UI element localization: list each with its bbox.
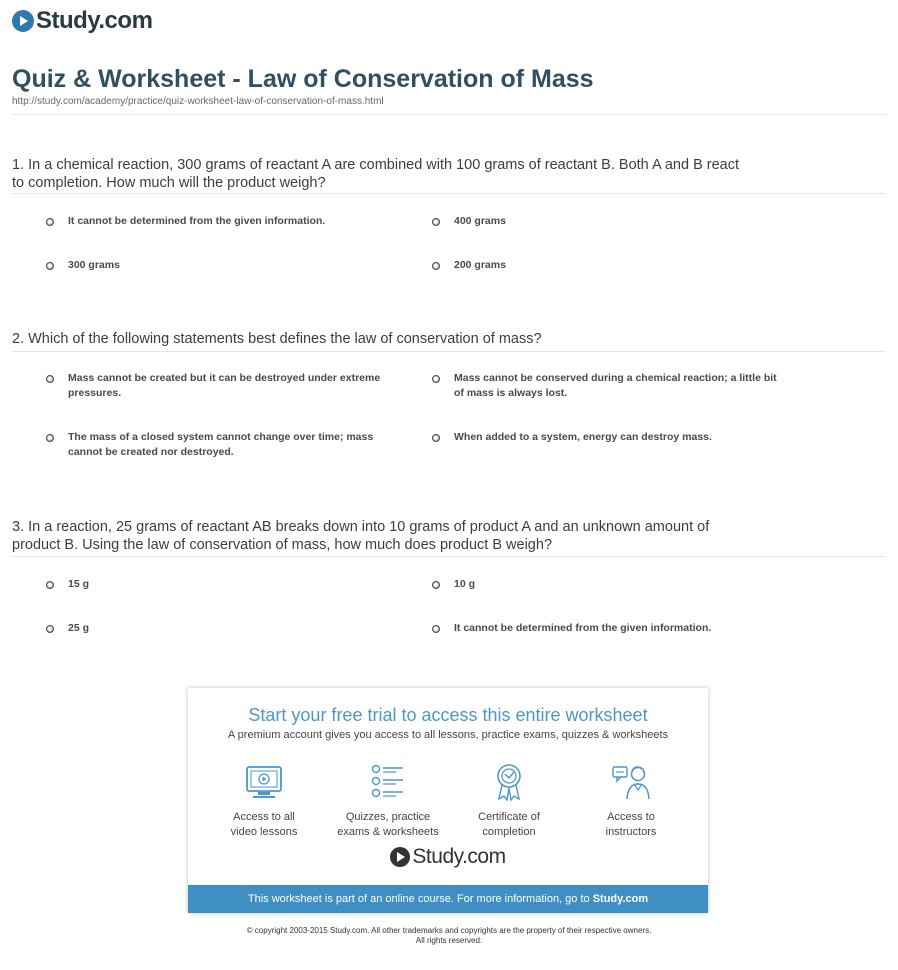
- play-logo-icon: [390, 847, 410, 867]
- feature-quizzes: [328, 762, 448, 840]
- promo-subtitle: A premium account gives you access to all lessons, practice exams, quizzes & worksheets: [227, 729, 669, 741]
- logo-text: Study.com: [36, 7, 153, 34]
- q1-option-b[interactable]: 400 grams: [432, 214, 789, 229]
- promo-info-bar: [188, 885, 708, 913]
- feature-label: Certificate of: [478, 811, 540, 823]
- radio-icon[interactable]: [432, 581, 440, 589]
- study-link[interactable]: Study.com: [592, 893, 649, 905]
- feature-instructors: [571, 762, 691, 840]
- promo-logo-text: Study.com: [412, 845, 506, 868]
- feature-label: video lessons: [230, 826, 298, 838]
- instructor-icon: [611, 762, 651, 802]
- q3-option-a[interactable]: 15 g: [46, 577, 403, 592]
- divider: [12, 193, 886, 194]
- question-3: 3. In a reaction, 25 grams of reactant AB breaks down into 10 grams of product A and an unknown amount of product B. Using the law of conservation of mass, how much does product B weigh?: [12, 519, 710, 553]
- radio-icon[interactable]: [46, 434, 54, 442]
- study-logo[interactable]: [12, 7, 152, 35]
- play-logo-icon: [12, 10, 34, 32]
- divider: [12, 351, 886, 352]
- question-1: 1. In a chemical reaction, 300 grams of reactant A are combined with 100 grams of reactant B. Both A and B react to completion. How much will the product weigh?: [12, 157, 740, 191]
- question-2: 2. Which of the following statements best defines the law of conservation of mass?: [12, 331, 542, 347]
- feature-label: Quizzes, practice: [345, 811, 431, 823]
- feature-label: instructors: [605, 826, 657, 838]
- promo-bar-text: This worksheet is part of an online course. For more information, go to: [247, 893, 593, 905]
- radio-icon[interactable]: [432, 625, 440, 633]
- video-lesson-icon: [244, 762, 284, 802]
- radio-icon[interactable]: [432, 218, 440, 226]
- copyright: [0, 926, 898, 946]
- checklist-icon: [368, 762, 408, 802]
- feature-label: Access to all: [233, 811, 295, 823]
- q3-option-b[interactable]: 10 g: [432, 577, 789, 592]
- q3-option-d[interactable]: It cannot be determined from the given information.: [432, 621, 789, 636]
- radio-icon[interactable]: [46, 375, 54, 383]
- q1-option-a[interactable]: It cannot be determined from the given information.: [46, 214, 403, 229]
- certificate-icon: [489, 762, 529, 802]
- page-title: Quiz & Worksheet - Law of Conservation of Mass: [12, 65, 594, 93]
- radio-icon[interactable]: [432, 434, 440, 442]
- q1-option-d[interactable]: 200 grams: [432, 258, 789, 273]
- radio-icon[interactable]: [432, 262, 440, 270]
- feature-certificate: [449, 762, 569, 840]
- feature-label: exams & worksheets: [337, 826, 439, 838]
- free-trial-promo: [188, 688, 708, 913]
- promo-study-logo[interactable]: [188, 845, 708, 869]
- radio-icon[interactable]: [46, 581, 54, 589]
- page-url[interactable]: http://study.com/academy/practice/quiz-worksheet-law-of-conservation-of-mass.html: [12, 96, 384, 107]
- copyright-line: All rights reserved.: [415, 936, 483, 945]
- divider: [12, 556, 886, 557]
- radio-icon[interactable]: [46, 625, 54, 633]
- q1-option-c[interactable]: 300 grams: [46, 258, 403, 273]
- q2-option-c[interactable]: The mass of a closed system cannot change over time; mass cannot be created nor destroyed.: [46, 430, 403, 460]
- feature-label: Access to: [607, 811, 655, 823]
- divider: [12, 114, 886, 115]
- radio-icon[interactable]: [46, 218, 54, 226]
- radio-icon[interactable]: [46, 262, 54, 270]
- q3-option-c[interactable]: 25 g: [46, 621, 403, 636]
- feature-video-lessons: [204, 762, 324, 840]
- q2-option-d[interactable]: When added to a system, energy can destroy mass.: [432, 430, 789, 445]
- radio-icon[interactable]: [432, 375, 440, 383]
- feature-label: completion: [482, 826, 536, 838]
- q2-option-a[interactable]: Mass cannot be created but it can be destroyed under extreme pressures.: [46, 371, 403, 401]
- q2-option-b[interactable]: Mass cannot be conserved during a chemical reaction; a little bit of mass is always lost.: [432, 371, 789, 401]
- copyright-line: © copyright 2003-2015 Study.com. All other trademarks and copyrights are the property of their respective owners.: [246, 926, 652, 935]
- promo-title[interactable]: Start your free trial to access this entire worksheet: [248, 705, 648, 725]
